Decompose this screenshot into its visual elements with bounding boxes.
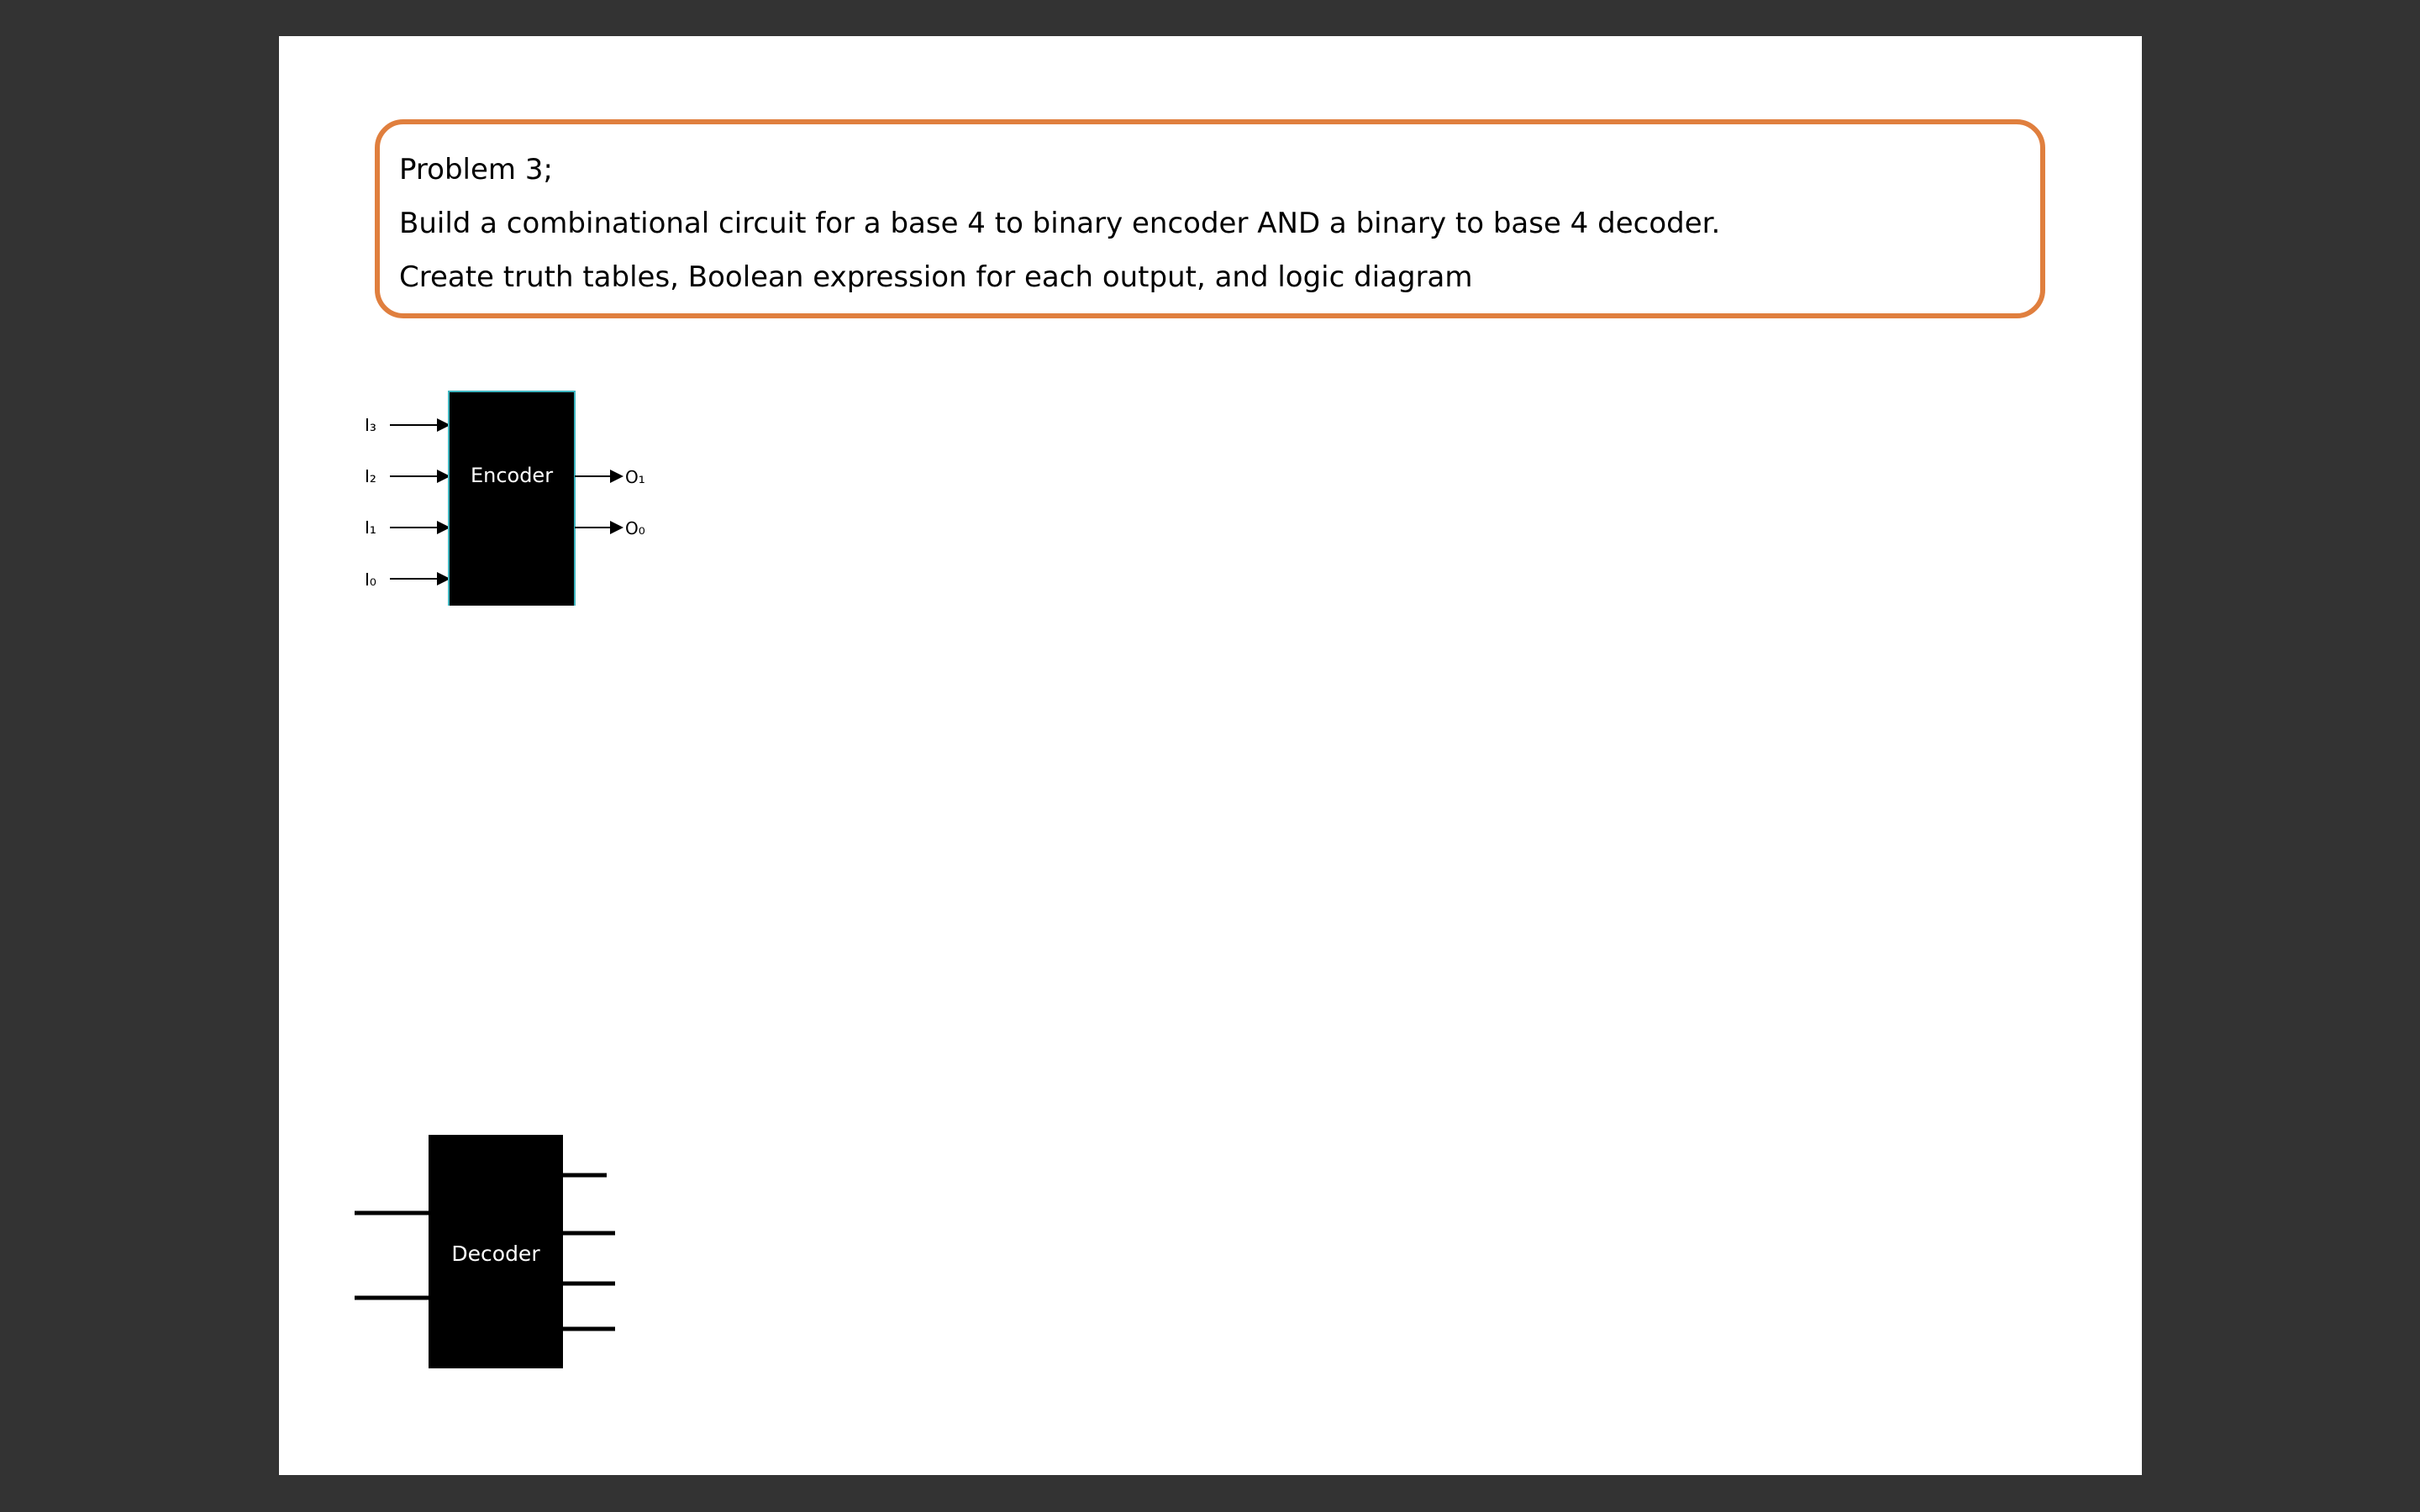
- document-page: [279, 36, 2142, 1475]
- decoder-svg: [355, 1096, 657, 1382]
- encoder-input-label: I₀: [365, 570, 376, 590]
- encoder-output-label: O₁: [625, 467, 645, 487]
- problem-requirements: Create truth tables, Boolean expression for each output, and logic diagram: [399, 260, 1473, 294]
- encoder-input-label: I₃: [365, 415, 376, 435]
- encoder-output-label: O₀: [625, 518, 645, 538]
- encoder-diagram: [355, 354, 657, 606]
- problem-title: Problem 3;: [399, 153, 553, 186]
- encoder-input-label: I₂: [365, 466, 376, 486]
- encoder-block: [449, 391, 575, 606]
- encoder-label: Encoder: [470, 464, 554, 487]
- problem-description: Build a combinational circuit for a base 4 to binary encoder AND a binary to base 4 decoder.: [399, 207, 1721, 240]
- decoder-label: Decoder: [451, 1242, 540, 1266]
- problem-statement-box: [375, 119, 2045, 318]
- decoder-diagram: [355, 1096, 657, 1382]
- encoder-svg: [355, 354, 657, 606]
- encoder-input-label: I₁: [365, 517, 376, 538]
